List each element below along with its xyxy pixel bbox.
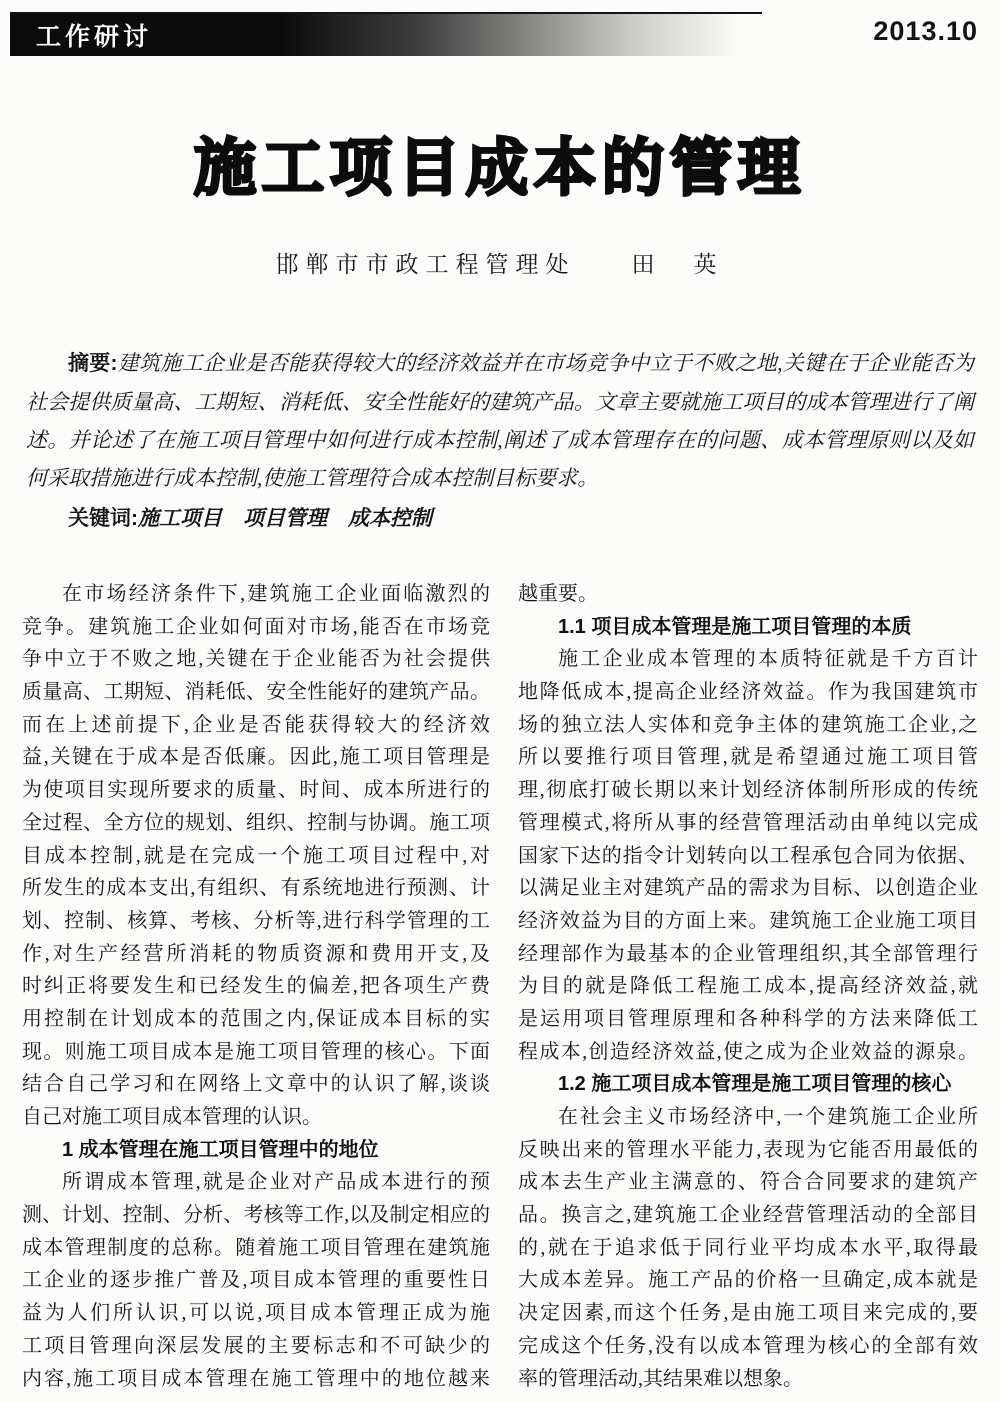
body-text-line: 目成本控制,就是在完成一个施工项目过程中,对 — [22, 844, 490, 867]
body-text-line: 作,对生产经营所消耗的物质资源和费用开支,及 — [22, 942, 490, 965]
body-text-line: 所谓成本管理,就是企业对产品成本进行的预 — [62, 1171, 490, 1194]
body-text-line: 的,就在于追求低于同行业平均成本水平,取得最 — [518, 1236, 978, 1259]
keywords-label: 关键词: — [68, 507, 138, 530]
body-text-line: 用控制在计划成本的范围之内,保证成本目标的实 — [22, 1007, 490, 1030]
body-text-line: 成本去生产业主满意的、符合合同要求的建筑产 — [518, 1171, 978, 1194]
body-text-line: 在社会主义市场经济中,一个建筑施工企业所 — [558, 1106, 978, 1128]
body-text-line: 划、控制、核算、考核、分析等,进行科学管理的工 — [22, 909, 490, 932]
body-text-line: 现。则施工项目成本是施工项目管理的核心。下面 — [22, 1040, 490, 1063]
body-text-line: 地降低成本,提高企业经济效益。作为我国建筑市 — [518, 681, 978, 704]
body-text-line: 时纠正将要发生和已经发生的偏差,把各项生产费 — [22, 975, 490, 998]
body-text-line: 益,关键在于成本是否低廉。因此,施工项目管理是 — [22, 746, 490, 769]
article-title — [0, 118, 1000, 207]
front-matter — [26, 344, 974, 538]
byline — [0, 246, 1000, 279]
body-column-right — [518, 578, 978, 1395]
body-text-line: 竞争。建筑施工企业如何面对市场,能否在市场竞 — [22, 615, 490, 638]
body-text-line: 经理部作为最基本的企业管理组织,其全部管理行 — [518, 942, 978, 965]
body-text-line: 质量高、工期短、消耗低、安全性能好的建筑产品。 — [22, 681, 490, 704]
body-text-line: 全过程、全方位的规划、组织、控制与协调。施工项 — [22, 811, 490, 834]
body-text-line: 反映出来的管理水平能力,表现为它能否用最低的 — [518, 1138, 978, 1161]
body-text-line: 为使项目实现所要求的质量、时间、成本所进行的 — [22, 779, 490, 802]
body-text-line: 而在上述前提下,企业是否能获得较大的经济效 — [22, 713, 490, 736]
section-heading: 1 成本管理在施工项目管理中的地位 — [62, 1138, 379, 1161]
body-text-line: 自己对施工项目成本管理的认识。 — [22, 1106, 322, 1128]
body-text-line: 争中立于不败之地,关键在于企业能否为社会提供 — [22, 648, 490, 671]
body-text-line: 理,彻底打破长期以来计划经济体制所形成的传统 — [518, 779, 978, 802]
body-text-line: 结合自己学习和在网络上文章中的认识了解,谈谈 — [22, 1073, 490, 1096]
body-text-line: 所以要推行项目管理,就是希望通过施工项目管 — [518, 746, 978, 769]
author-affiliation: 邯郸市市政工程管理处 — [275, 252, 576, 277]
body-text-line: 决定因素,而这个任务,是由施工项目来完成的,要 — [518, 1302, 978, 1325]
body-text-line: 完成这个任务,没有以成本管理为核心的全部有效 — [518, 1334, 978, 1357]
abstract — [26, 344, 974, 497]
author-name: 田 英 — [631, 252, 725, 277]
body-text-line: 益为人们所认识,可以说,项目成本管理正成为施 — [22, 1302, 490, 1325]
body-text-line: 工企业的逐步推广普及,项目成本管理的重要性日 — [22, 1269, 490, 1292]
body-text-line: 品。换言之,建筑施工企业经营管理活动的全部目 — [518, 1204, 978, 1227]
body-text-line: 为目的就是降低工程施工成本,提高经济效益,就 — [518, 975, 978, 998]
article-title-text: 施工项目成本的管理 — [194, 118, 806, 207]
body-text-line: 测、计划、控制、分析、考核等工作,以及制定相应的 — [22, 1204, 490, 1227]
section-heading: 1.2 施工项目成本管理是施工项目管理的核心 — [558, 1073, 952, 1096]
body-text-line: 以满足业主对建筑产品的需求为目标、以创造企业 — [518, 877, 978, 900]
section-heading: 1.1 项目成本管理是施工项目管理的本质 — [558, 615, 912, 638]
abstract-label: 摘要: — [68, 352, 118, 375]
body-text-line: 施工企业成本管理的本质特征就是千方百计 — [558, 648, 978, 671]
body-text-line: 经济效益为目的方面上来。建筑施工企业施工项目 — [518, 909, 978, 932]
body-text-line: 内容,施工项目成本管理在施工管理中的地位越来 — [22, 1367, 490, 1390]
keywords-text: 施工项目 项目管理 成本控制 — [138, 506, 432, 530]
body-text-line: 管理模式,将所从事的经营管理活动由单纯以完成 — [518, 811, 978, 834]
body-text-line: 场的独立法人实体和竞争主体的建筑施工企业,之 — [518, 713, 978, 736]
issue-number: 2013.10 — [873, 16, 978, 46]
body-text-line: 国家下达的指令计划转向以工程承包合同为依据、 — [518, 844, 978, 867]
abstract-text: 建筑施工企业是否能获得较大的经济效益并在市场竞争中立于不败之地,关键在于企业能否为社会提供质量高、工期短、消耗低、安全性能好的建筑产品。文章主要就施工项目的成本管理进行了阐述。并论述了在施工项目管理中如何进行成本控制,阐述了成本管理存在的问题、成本管理原则以及如何采取措施进行成本控制,使施工管理符合成本控制目标要求。 — [26, 351, 974, 490]
body-text-line: 大成本差异。施工产品的价格一旦确定,成本就是 — [518, 1269, 978, 1292]
body-text-line: 程成本,创造经济效益,使之成为企业效益的源泉。 — [518, 1040, 978, 1063]
body-text-line: 越重要。 — [518, 583, 598, 605]
section-label: 工作研讨 — [36, 23, 153, 51]
body-text-line: 率的管理活动,其结果难以想象。 — [518, 1367, 803, 1390]
body-text-line: 是运用项目管理原理和各种科学的方法来降低工 — [518, 1007, 978, 1030]
body-text-line: 成本管理制度的总称。随着施工项目管理在建筑施 — [22, 1236, 490, 1259]
body-column-left — [22, 578, 490, 1395]
body-text-line: 工项目管理向深层发展的主要标志和不可缺少的 — [22, 1334, 490, 1357]
body-text-line: 在市场经济条件下,建筑施工企业面临激烈的 — [62, 583, 490, 605]
section-banner — [10, 12, 762, 56]
body-text-line: 所发生的成本支出,有组织、有系统地进行预测、计 — [22, 877, 490, 900]
keywords — [26, 499, 974, 538]
